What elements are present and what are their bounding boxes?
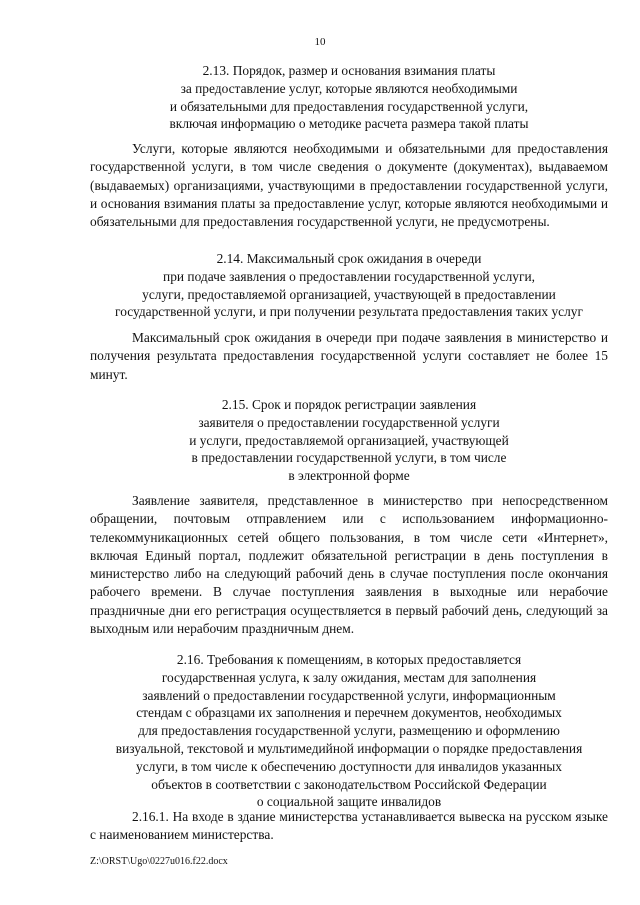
heading-line: визуальной, текстовой и мультимедийной информации о порядке предоставления <box>115 740 583 756</box>
heading-line: объектов в соответствии с законодательством Российской Федерации <box>151 776 547 792</box>
heading-line: при подаче заявления о предоставлении государственной услуги, <box>163 268 535 284</box>
heading-line: и услуги, предоставляемой организацией, участвующей <box>189 432 509 448</box>
heading-line: о социальной защите инвалидов <box>256 794 442 810</box>
page-number: 10 <box>314 36 326 48</box>
section-2-16-1-paragraph: 2.16.1. На входе в здание министерства устанавливается вывеска на русском языке с наименованием министерства. <box>90 809 608 843</box>
heading-line: государственная услуга, к залу ожидания, местам для заполнения <box>161 669 537 685</box>
heading-line: услуги, в том числе к обеспечению доступности для инвалидов указанных <box>136 758 562 774</box>
heading-line: включая информацию о методике расчета размера такой платы <box>169 116 529 132</box>
section-2-13-paragraph: Услуги, которые являются необходимыми и обязательными для предоставления государственной услуги, в том числе сведения о документе (документах), выдаваемом (выдаваемых) организациями, участвующими в предоставлении государственной услуги, и основания взимания платы за предоставление услуг, которые являются необходимыми и обязательными для предоставления государственной услуги, не предусмотрены. <box>90 141 608 230</box>
heading-line: 2.15. Срок и порядок регистрации заявления <box>221 397 477 412</box>
heading-line: 2.14. Максимальный срок ожидания в очереди <box>216 251 482 266</box>
section-2-16-heading <box>90 651 608 811</box>
heading-line: в предоставлении государственной услуги, в том числе <box>191 450 507 466</box>
heading-line: 2.13. Порядок, размер и основания взимания платы <box>202 63 496 78</box>
section-2-14-paragraph: Максимальный срок ожидания в очереди при подаче заявления в министерство и получения результата предоставления государственной услуги составляет не более 15 минут. <box>90 330 608 382</box>
heading-line: стендам с образцами их заполнения и перечнем документов, необходимых <box>136 705 562 721</box>
heading-line: и обязательными для предоставления государственной услуги, <box>169 98 529 114</box>
section-2-13-heading <box>90 62 608 133</box>
section-2-15-paragraph: Заявление заявителя, представленное в министерство при непосредственном обращении, почтовым отправлением или с использованием информационно-телекоммуникационных сетей общего пользования, в том числе сети «Интернет», включая Единый портал, подлежит обязательной регистрации в день поступления в министерство либо на следующий рабочий день в случае поступления после окончания рабочего времени. В случае поступления заявления в выходные или нерабочие праздничные дни его регистрация осуществляется в первый рабочий день, следующий за выходным или нерабочим праздничным днем. <box>90 493 608 637</box>
heading-line: заявлений о предоставлении государственной услуги, информационным <box>142 687 556 703</box>
heading-line: заявителя о предоставлении государственной услуги <box>198 414 500 430</box>
heading-line: 2.16. Требования к помещениям, в которых предоставляется <box>176 652 522 667</box>
heading-line: за предоставление услуг, которые являются необходимыми <box>180 80 518 96</box>
heading-line: в электронной форме <box>288 468 410 484</box>
section-2-14-heading <box>90 250 608 321</box>
heading-line: услуги, предоставляемой организацией, участвующей в предоставлении <box>142 286 556 302</box>
section-2-15-heading <box>90 396 608 485</box>
heading-line: для предоставления государственной услуги, размещению и оформлению <box>138 723 560 739</box>
footer-file-path: Z:\ORST\Ugo\0227u016.f22.docx <box>90 856 228 867</box>
heading-line: государственной услуги, и при получении результата предоставления таких услуг <box>115 304 583 320</box>
